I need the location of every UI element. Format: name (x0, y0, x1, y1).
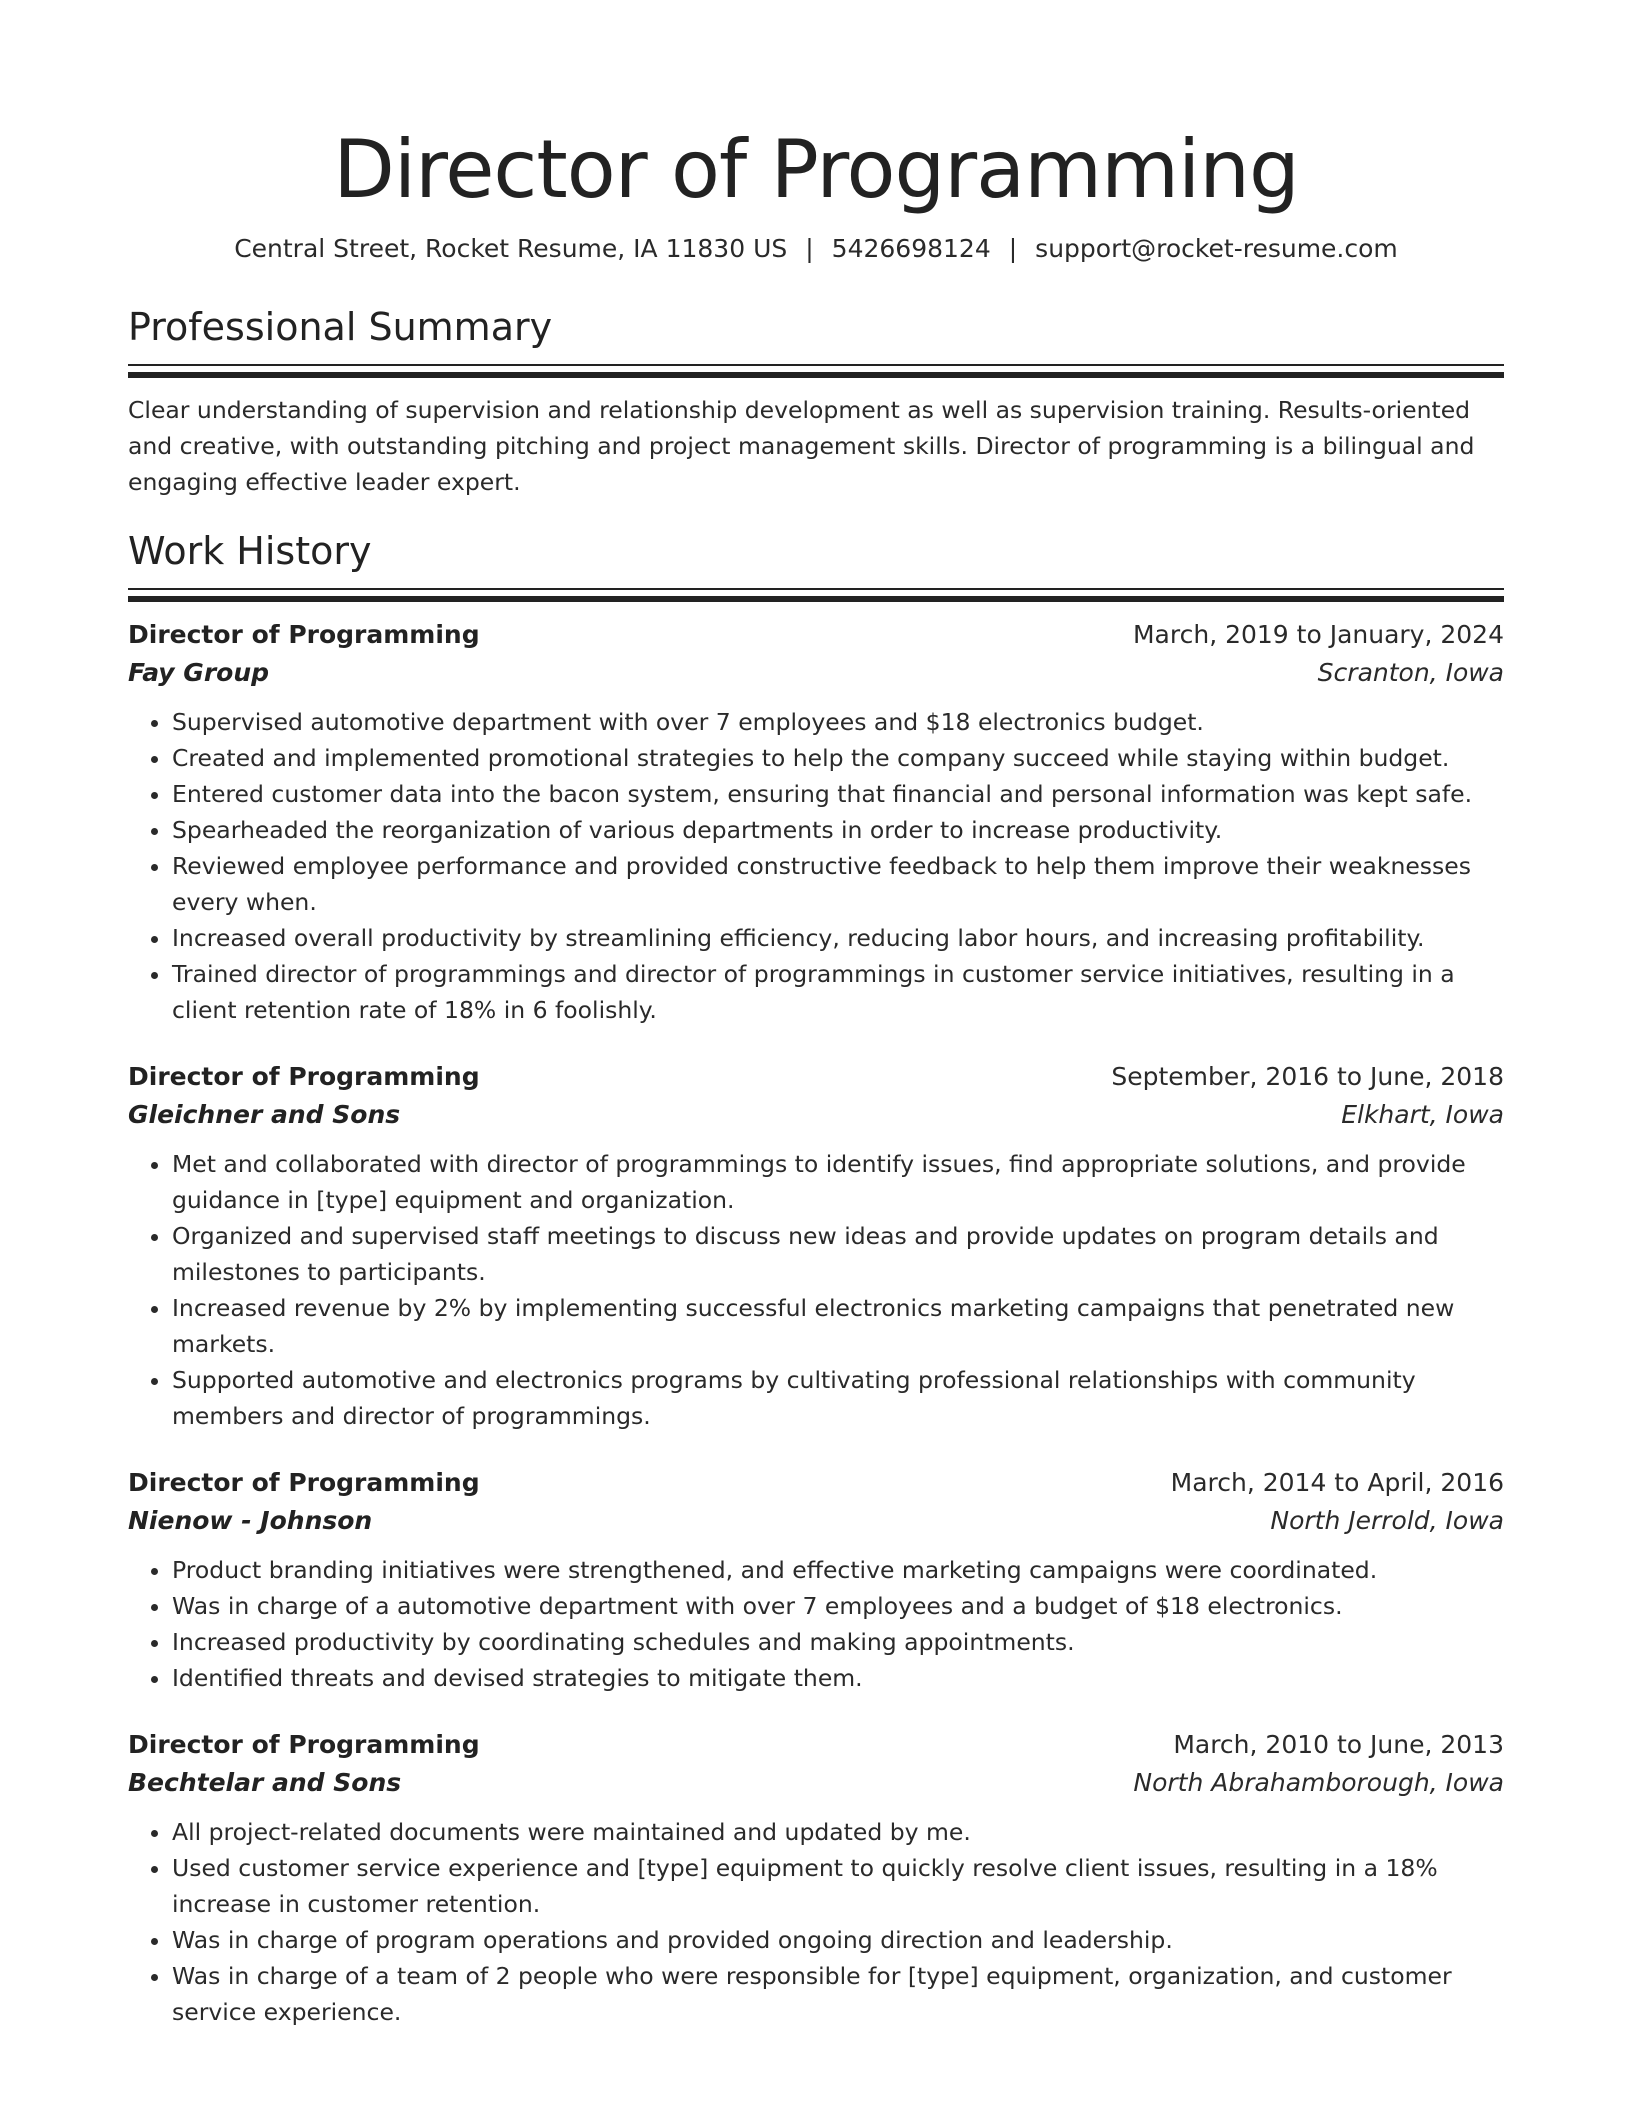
work-history-heading: Work History (128, 529, 372, 573)
job-bullet: • Identified threats and devised strategies to mitigate them. (172, 1660, 1504, 1696)
job-list (128, 616, 1504, 2030)
job-bullet: • Was in charge of program operations and provided ongoing direction and leadership. (172, 1922, 1504, 1958)
job-bullet: • Entered customer data into the bacon system, ensuring that financial and personal information was kept safe. (172, 776, 1504, 812)
job-company: Nienow - Johnson (128, 1506, 373, 1535)
job-entry (128, 1464, 1504, 1696)
contact-email: support@rocket-resume.com (1035, 234, 1398, 263)
job-title: Director of Programming (128, 620, 480, 649)
job-title: Director of Programming (128, 1730, 480, 1759)
job-bullet: • Increased productivity by coordinating schedules and making appointments. (172, 1624, 1504, 1660)
job-dates: March, 2014 to April, 2016 (1170, 1468, 1504, 1497)
job-company: Bechtelar and Sons (128, 1768, 402, 1797)
job-location: North Jerrold, Iowa (1270, 1506, 1504, 1535)
job-title: Director of Programming (128, 1062, 480, 1091)
resume-name: Director of Programming (333, 123, 1299, 216)
job-bullet: • Supervised automotive department with over 7 employees and $18 electronics budget. (172, 704, 1504, 740)
job-bullets (128, 1552, 1504, 1696)
job-dates: September, 2016 to June, 2018 (1111, 1062, 1504, 1091)
job-company-row (128, 1096, 1504, 1134)
job-bullet: • Was in charge of a automotive department with over 7 employees and a budget of $18 electronics. (172, 1588, 1504, 1624)
job-header-row (128, 1464, 1504, 1502)
job-bullet: • Product branding initiatives were strengthened, and effective marketing campaigns were coordinated. (172, 1552, 1504, 1588)
job-company: Fay Group (128, 658, 270, 687)
job-bullets (128, 1814, 1504, 2030)
job-bullet: • Organized and supervised staff meetings to discuss new ideas and provide updates on program details and milestones to participants. (172, 1218, 1504, 1290)
job-location: Elkhart, Iowa (1341, 1100, 1504, 1129)
job-location: North Abrahamborough, Iowa (1133, 1768, 1504, 1797)
job-header-row (128, 1726, 1504, 1764)
job-entry (128, 1058, 1504, 1434)
job-company-row (128, 1502, 1504, 1540)
job-bullet: • Supported automotive and electronics programs by cultivating professional relationships with community members and director of programmings. (172, 1362, 1504, 1434)
job-company: Gleichner and Sons (128, 1100, 401, 1129)
contact-separator: | (1008, 234, 1018, 263)
job-company-row (128, 1764, 1504, 1802)
job-company-row (128, 654, 1504, 692)
summary-text: Clear understanding of supervision and relationship development as well as supervision training. Results-oriented and creative, with outstanding pitching and project management skills. Director of programming is a bilingual and engaging effective leader expert. (128, 396, 1475, 496)
job-bullet: • Met and collaborated with director of programmings to identify issues, find appropriate solutions, and provide guidance in [type] equipment and organization. (172, 1146, 1504, 1218)
contact-phone: 5426698124 (831, 234, 991, 263)
summary-heading: Professional Summary (128, 305, 553, 349)
job-entry (128, 1726, 1504, 2030)
job-bullet: • Reviewed employee performance and provided constructive feedback to help them improve their weaknesses every when. (172, 848, 1504, 920)
job-bullet: • Increased revenue by 2% by implementing successful electronics marketing campaigns that penetrated new markets. (172, 1290, 1504, 1362)
job-bullet: • Created and implemented promotional strategies to help the company succeed while staying within budget. (172, 740, 1504, 776)
job-bullet: • Used customer service experience and [type] equipment to quickly resolve client issues, resulting in a 18% increase in customer retention. (172, 1850, 1504, 1922)
job-bullet: • Increased overall productivity by streamlining efficiency, reducing labor hours, and increasing profitability. (172, 920, 1504, 956)
job-title: Director of Programming (128, 1468, 480, 1497)
resume-page (128, 0, 1504, 2030)
job-location: Scranton, Iowa (1317, 658, 1504, 687)
contact-line (128, 232, 1504, 266)
job-bullet: • All project-related documents were maintained and updated by me. (172, 1814, 1504, 1850)
section-divider (128, 364, 1504, 378)
job-bullet: • Spearheaded the reorganization of various departments in order to increase productivity. (172, 812, 1504, 848)
job-entry (128, 616, 1504, 1028)
job-bullets (128, 1146, 1504, 1434)
job-header-row (128, 616, 1504, 654)
job-bullet: • Trained director of programmings and director of programmings in customer service initiatives, resulting in a client retention rate of 18% in 6 foolishly. (172, 956, 1504, 1028)
job-dates: March, 2010 to June, 2013 (1173, 1730, 1504, 1759)
contact-address: Central Street, Rocket Resume, IA 11830 US (234, 234, 788, 263)
job-header-row (128, 1058, 1504, 1096)
section-divider (128, 588, 1504, 602)
job-bullet: • Was in charge of a team of 2 people who were responsible for [type] equipment, organization, and customer service experience. (172, 1958, 1504, 2030)
job-dates: March, 2019 to January, 2024 (1132, 620, 1504, 649)
job-bullets (128, 704, 1504, 1028)
contact-separator: | (805, 234, 814, 263)
